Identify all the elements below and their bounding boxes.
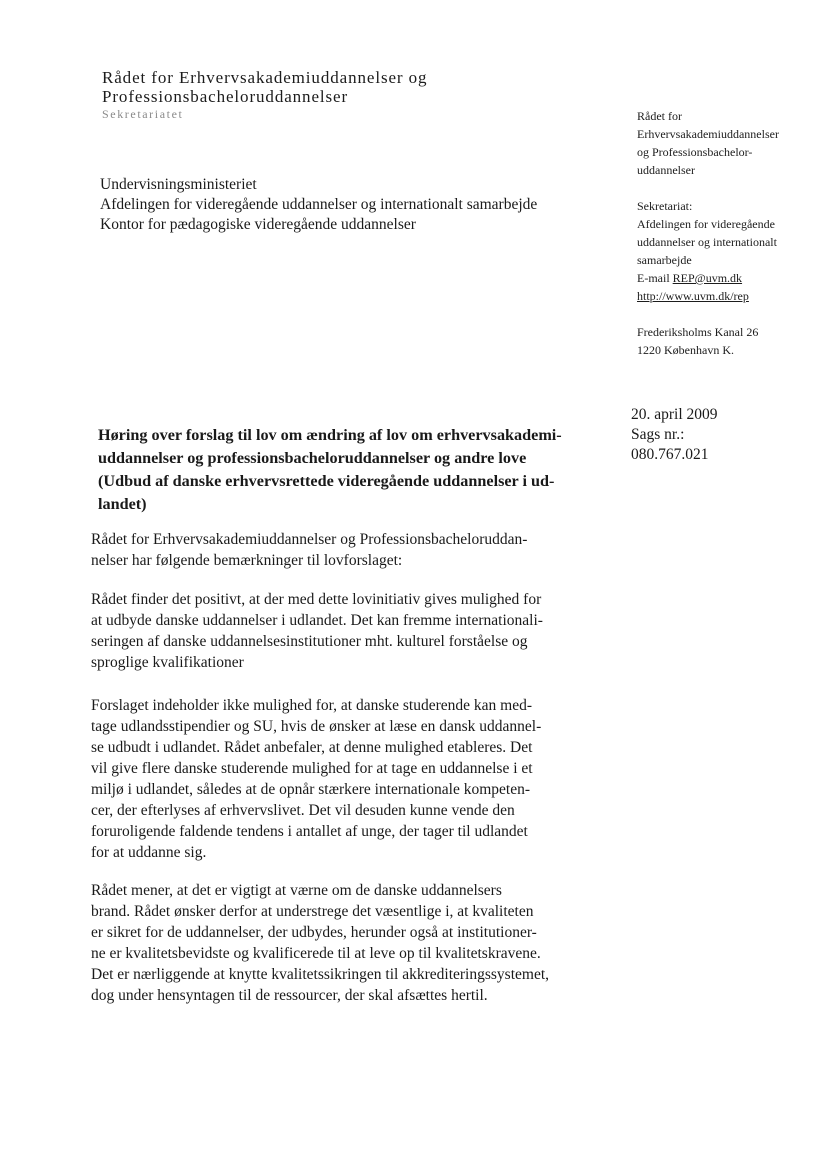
- paragraph-line: for at uddanne sig.: [91, 844, 207, 861]
- paragraph-line: se udbudt i udlandet. Rådet anbefaler, at denne mulighed etableres. Det: [91, 739, 533, 756]
- heading-line: Høring over forslag til lov om ændring af lov om erhvervsakademi-: [98, 426, 562, 444]
- body-paragraph: [91, 589, 591, 673]
- letterhead-line: Professionsbacheloruddannelser: [102, 87, 349, 106]
- paragraph-line: cer, der efterlyses af erhvervslivet. Det vil desuden kunne vende den: [91, 802, 515, 819]
- website-link[interactable]: http://www.uvm.dk/rep: [637, 289, 749, 303]
- paragraph-line: nelser har følgende bemærkninger til lovforslaget:: [91, 552, 403, 569]
- paragraph-line: Forslaget indeholder ikke mulighed for, at danske studerende kan med-: [91, 697, 533, 714]
- email-label: E-mail: [637, 271, 673, 285]
- body-paragraph: [91, 529, 591, 571]
- letter-meta: [631, 405, 811, 465]
- sidebar-org-line: uddannelser: [637, 163, 695, 177]
- recipient-block: [100, 175, 600, 235]
- recipient-line: Afdelingen for videregående uddannelser og internationalt samarbejde: [100, 196, 538, 213]
- recipient-line: Undervisningsministeriet: [100, 176, 257, 193]
- letterhead: [102, 68, 522, 122]
- paragraph-line: tage udlandsstipendier og SU, hvis de ønsker at læse en dansk uddannel-: [91, 718, 542, 735]
- heading-line: (Udbud af danske erhvervsrettede videregående uddannelser i ud-: [98, 472, 555, 490]
- sidebar-secretariat-line: Sekretariat:: [637, 199, 693, 213]
- letter-date: 20. april 2009: [631, 406, 718, 423]
- sidebar-address-line: Frederiksholms Kanal 26: [637, 325, 759, 339]
- paragraph-line: Rådet finder det positivt, at der med dette lovinitiativ gives mulighed for: [91, 591, 542, 608]
- paragraph-line: foruroligende faldende tendens i antallet af unge, der tager til udlandet: [91, 823, 528, 840]
- paragraph-line: at udbyde danske uddannelser i udlandet. Det kan fremme internationali-: [91, 612, 543, 629]
- sidebar-secretariat-line: uddannelser og internationalt: [637, 235, 777, 249]
- sidebar-spacer: [637, 179, 812, 197]
- sidebar-email-row: [637, 269, 812, 287]
- paragraph-line: miljø i udlandet, således at de opnår stærkere internationale kompeten-: [91, 781, 531, 798]
- heading-line: uddannelser og professionsbacheloruddannelser og andre love: [98, 449, 527, 467]
- sidebar-secretariat-line: Afdelingen for videregående: [637, 217, 775, 231]
- letter-heading: [98, 424, 588, 516]
- heading-line: landet): [98, 495, 147, 513]
- paragraph-line: ne er kvalitetsbevidste og kvalificerede til at leve op til kvalitetskravene.: [91, 945, 541, 962]
- paragraph-line: brand. Rådet ønsker derfor at understrege det væsentlige i, at kvaliteten: [91, 903, 534, 920]
- paragraph-line: vil give flere danske studerende mulighed for at tage en uddannelse i et: [91, 760, 533, 777]
- paragraph-line: seringen af danske uddannelsesinstitutioner mht. kulturel forståelse og: [91, 633, 528, 650]
- paragraph-line: Det er nærliggende at knytte kvalitetssikringen til akkrediteringssystemet,: [91, 966, 549, 983]
- body-paragraph: [91, 695, 591, 863]
- case-label: Sags nr.:: [631, 426, 685, 443]
- letterhead-line: Rådet for Erhvervsakademiuddannelser og: [102, 68, 428, 87]
- paragraph-line: Rådet mener, at det er vigtigt at værne om de danske uddannelsers: [91, 882, 502, 899]
- sidebar-org-line: Rådet for: [637, 109, 682, 123]
- sidebar-org-line: og Professionsbachelor-: [637, 145, 753, 159]
- sender-sidebar: [637, 107, 812, 359]
- email-link[interactable]: REP@uvm.dk: [672, 271, 743, 285]
- paragraph-line: er sikret for de uddannelser, der udbydes, herunder også at institutioner-: [91, 924, 537, 941]
- sidebar-address-line: 1220 København K.: [637, 343, 734, 357]
- paragraph-line: Rådet for Erhvervsakademiuddannelser og Professionsbacheloruddan-: [91, 531, 528, 548]
- case-number: 080.767.021: [631, 446, 709, 463]
- sidebar-spacer: [637, 305, 812, 323]
- sidebar-org-line: Erhvervsakademiuddannelser: [637, 127, 779, 141]
- letterhead-subtitle: Sekretariatet: [102, 107, 184, 121]
- body-paragraph: [91, 880, 591, 1006]
- recipient-line: Kontor for pædagogiske videregående uddannelser: [100, 216, 416, 233]
- sidebar-secretariat-line: samarbejde: [637, 253, 692, 267]
- paragraph-line: sproglige kvalifikationer: [91, 654, 244, 671]
- paragraph-line: dog under hensyntagen til de ressourcer, der skal afsættes hertil.: [91, 987, 488, 1004]
